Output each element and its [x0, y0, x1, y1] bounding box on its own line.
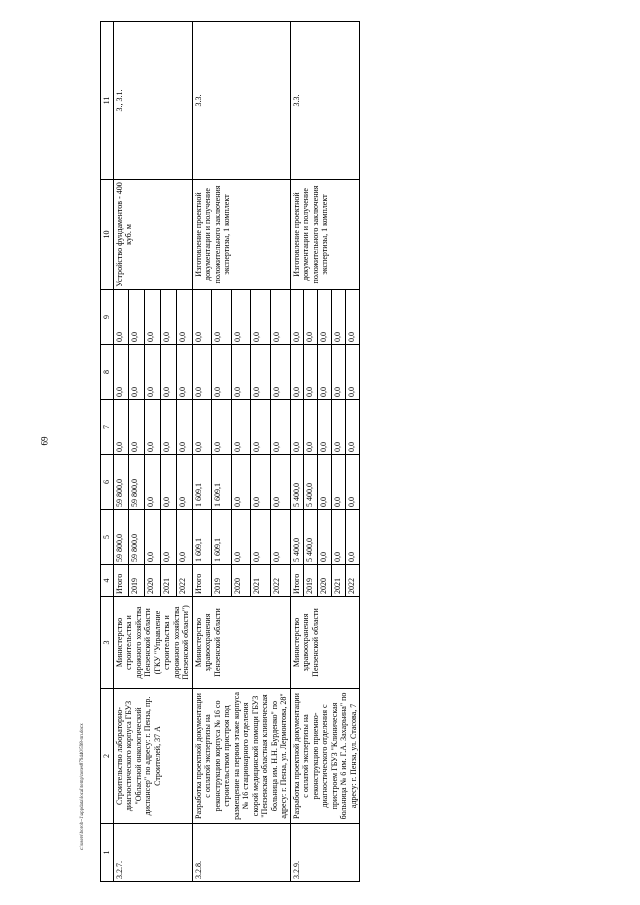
header-col-3: 3 [101, 597, 114, 689]
value-col-8: 0,0 [160, 345, 176, 400]
value-regional: 1 609,1 [192, 455, 212, 510]
value-col-7: 0,0 [270, 400, 290, 455]
year-cell: 2021 [251, 565, 271, 597]
value-col-9: 0,0 [176, 290, 192, 345]
header-col-10: 10 [101, 180, 114, 290]
row-number: 3.2.7. [113, 824, 192, 882]
result-indicator: Изготовление проектной документации и получение положительного заключения экспертизы, 1 комплект [192, 180, 290, 290]
value-regional: 5 400,0 [290, 455, 304, 510]
page-number: 69 [39, 436, 50, 446]
rotated-table-container [100, 22, 530, 882]
value-col-9: 0,0 [231, 290, 251, 345]
table-row [192, 22, 212, 882]
year-cell: 2021 [160, 565, 176, 597]
value-col-7: 0,0 [332, 400, 346, 455]
value-regional: 0,0 [346, 455, 360, 510]
value-total: 0,0 [251, 510, 271, 565]
value-total: 0,0 [270, 510, 290, 565]
value-col-8: 0,0 [270, 345, 290, 400]
value-col-7: 0,0 [129, 400, 145, 455]
header-col-9: 9 [101, 290, 114, 345]
value-col-7: 0,0 [113, 400, 129, 455]
table-body [113, 22, 360, 882]
value-regional: 0,0 [176, 455, 192, 510]
value-col-7: 0,0 [290, 400, 304, 455]
value-col-9: 0,0 [192, 290, 212, 345]
value-total: 59 800,0 [113, 510, 129, 565]
value-col-7: 0,0 [251, 400, 271, 455]
year-cell: 2022 [346, 565, 360, 597]
value-col-9: 0,0 [332, 290, 346, 345]
value-col-7: 0,0 [212, 400, 232, 455]
value-regional: 0,0 [145, 455, 161, 510]
table-row [290, 22, 304, 882]
table-row [113, 22, 129, 882]
value-regional: 0,0 [160, 455, 176, 510]
year-cell: 2020 [318, 565, 332, 597]
year-cell: 2021 [332, 565, 346, 597]
value-total: 0,0 [176, 510, 192, 565]
value-total: 0,0 [145, 510, 161, 565]
row-number: 3.2.9. [290, 824, 360, 882]
value-col-7: 0,0 [160, 400, 176, 455]
value-col-7: 0,0 [231, 400, 251, 455]
value-col-9: 0,0 [346, 290, 360, 345]
row-number: 3.2.8. [192, 824, 290, 882]
value-col-9: 0,0 [160, 290, 176, 345]
target-reference: 3.3. [290, 22, 360, 180]
value-col-9: 0,0 [318, 290, 332, 345]
header-col-6: 6 [101, 455, 114, 510]
value-regional: 0,0 [231, 455, 251, 510]
year-cell: 2022 [270, 565, 290, 597]
value-col-8: 0,0 [231, 345, 251, 400]
value-col-9: 0,0 [129, 290, 145, 345]
value-col-8: 0,0 [318, 345, 332, 400]
header-col-1: 1 [101, 824, 114, 882]
header-col-11: 11 [101, 22, 114, 180]
header-col-7: 7 [101, 400, 114, 455]
value-col-8: 0,0 [212, 345, 232, 400]
value-col-7: 0,0 [346, 400, 360, 455]
measure-name: Разработка проектной документации с оплатой экспертизы на реконструкцию корпуса № 16 со строительством пристроя под размещение на первом этаже корпуса № 16 стационарного отделения скорой медицинской помощи ГБУЗ "Пензенская областная клиническая больница им. Н.Н. Бурденко" по адресу: г. Пенза, ул. Лермонтова, 28" [192, 689, 290, 824]
value-col-7: 0,0 [304, 400, 318, 455]
result-indicator: Устройство фундаментов - 400 куб. м [113, 180, 192, 290]
value-total: 0,0 [231, 510, 251, 565]
value-col-8: 0,0 [304, 345, 318, 400]
year-cell: 2019 [304, 565, 318, 597]
year-cell: 2020 [145, 565, 161, 597]
value-col-8: 0,0 [113, 345, 129, 400]
value-total: 59 800,0 [129, 510, 145, 565]
value-col-8: 0,0 [290, 345, 304, 400]
header-col-2: 2 [101, 689, 114, 824]
value-regional: 59 800,0 [113, 455, 129, 510]
value-total: 5 400,0 [290, 510, 304, 565]
value-col-9: 0,0 [145, 290, 161, 345]
value-regional: 0,0 [332, 455, 346, 510]
header-col-5: 5 [101, 510, 114, 565]
value-col-7: 0,0 [176, 400, 192, 455]
value-col-9: 0,0 [270, 290, 290, 345]
value-regional: 1 609,1 [212, 455, 232, 510]
executor: Министерство здравоохранения Пензенской области [192, 597, 290, 689]
value-total: 5 400,0 [304, 510, 318, 565]
program-table [100, 21, 360, 882]
value-col-7: 0,0 [145, 400, 161, 455]
value-total: 0,0 [332, 510, 346, 565]
value-col-7: 0,0 [318, 400, 332, 455]
footer-path: c:\users\borob~1\appdata\local\temp\notes879440\598-пп.docx [80, 723, 85, 850]
value-col-9: 0,0 [304, 290, 318, 345]
value-regional: 0,0 [251, 455, 271, 510]
header-row [101, 22, 114, 882]
executor: Министерство здравоохранения Пензенской области [290, 597, 360, 689]
year-cell: Итого [192, 565, 212, 597]
value-regional: 5 400,0 [304, 455, 318, 510]
value-regional: 59 800,0 [129, 455, 145, 510]
year-cell: 2019 [129, 565, 145, 597]
value-regional: 0,0 [318, 455, 332, 510]
value-total: 0,0 [346, 510, 360, 565]
value-col-8: 0,0 [192, 345, 212, 400]
measure-name: Строительство лабораторно-диагностического корпуса ГБУЗ "Областной онкологический диспансер" по адресу: г. Пенза, пр. Строителей, 37 А [113, 689, 192, 824]
value-total: 0,0 [160, 510, 176, 565]
value-col-9: 0,0 [113, 290, 129, 345]
value-col-8: 0,0 [145, 345, 161, 400]
year-cell: 2019 [212, 565, 232, 597]
value-col-9: 0,0 [290, 290, 304, 345]
target-reference: 3., 3.1. [113, 22, 192, 180]
value-total: 0,0 [318, 510, 332, 565]
value-col-8: 0,0 [176, 345, 192, 400]
value-col-7: 0,0 [192, 400, 212, 455]
value-regional: 0,0 [270, 455, 290, 510]
year-cell: 2020 [231, 565, 251, 597]
year-cell: 2022 [176, 565, 192, 597]
value-col-8: 0,0 [346, 345, 360, 400]
result-indicator: Изготовление проектной документации и получение положительного заключения экспертизы, 1 комплект [290, 180, 360, 290]
value-col-9: 0,0 [251, 290, 271, 345]
year-cell: Итого [290, 565, 304, 597]
header-col-8: 8 [101, 345, 114, 400]
value-col-8: 0,0 [129, 345, 145, 400]
value-col-8: 0,0 [332, 345, 346, 400]
executor: Министерство строительства и дорожного хозяйства Пензенской области (ГКУ "Управление строительства и дорожного хозяйства Пензенской области") [113, 597, 192, 689]
header-col-4: 4 [101, 565, 114, 597]
value-total: 1 609,1 [192, 510, 212, 565]
value-col-8: 0,0 [251, 345, 271, 400]
value-col-9: 0,0 [212, 290, 232, 345]
target-reference: 3.3. [192, 22, 290, 180]
measure-name: Разработка проектной документации с оплатой экспертизы на реконструкцию приемно-диагностического отделения с пристроем ГБУЗ "Клиническая больница № 6 им. Г.А. Захарьина" по адресу: г. Пенза, ул. Стасова, 7 [290, 689, 360, 824]
value-total: 1 609,1 [212, 510, 232, 565]
year-cell: Итого [113, 565, 129, 597]
